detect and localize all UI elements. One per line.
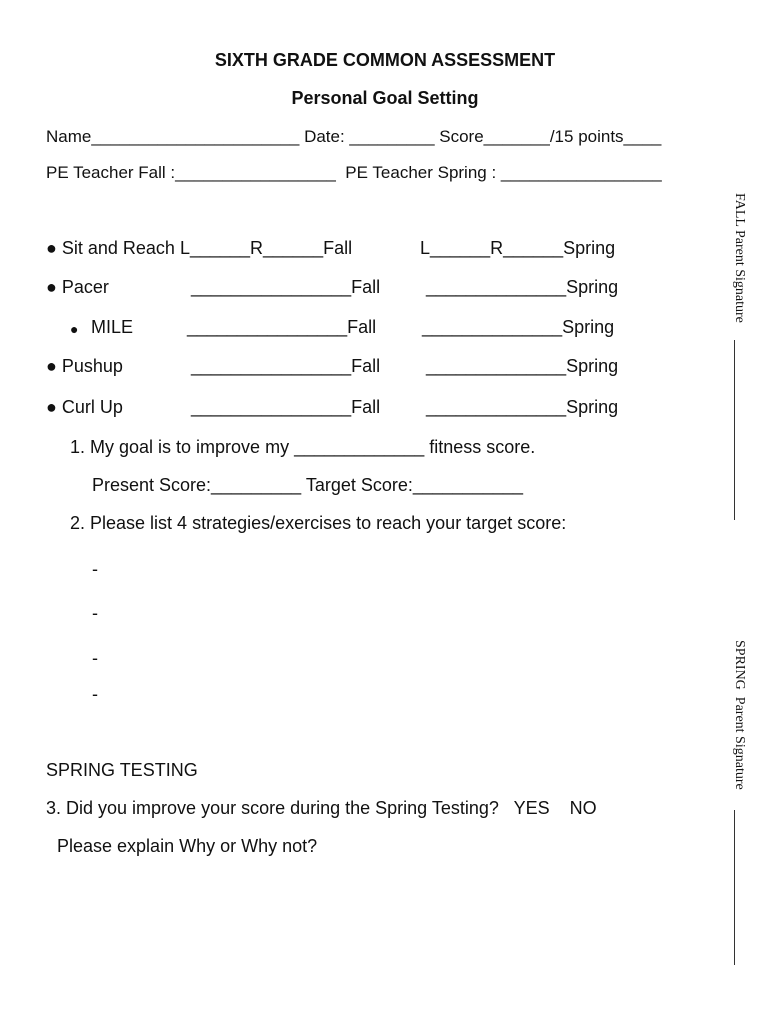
- name-date-score-line: Name______________________ Date: _________ Score_______/15 points____: [46, 127, 662, 146]
- curlup-spring: ______________Spring: [426, 397, 619, 417]
- pe-teacher-line: PE Teacher Fall :_________________ PE Teacher Spring : _________________: [46, 163, 662, 182]
- page-subtitle: Personal Goal Setting: [291, 88, 479, 108]
- present-target-score-line: Present Score:_________ Target Score:___________: [92, 475, 523, 495]
- curlup-fall: ________________Fall: [191, 397, 381, 417]
- curlup-label: ● Curl Up: [46, 397, 123, 417]
- spring-signature-line: [734, 810, 735, 965]
- pacer-fall: ________________Fall: [191, 277, 381, 297]
- pushup-fall: ________________Fall: [191, 356, 381, 376]
- strategy-dash-2: -: [92, 603, 98, 623]
- mile-spring: ______________Spring: [422, 317, 615, 337]
- mile-label: MILE: [91, 317, 134, 337]
- pushup-label: ● Pushup: [46, 356, 123, 376]
- mile-bullet: ●: [70, 321, 79, 337]
- strategy-dash-3: -: [92, 648, 98, 668]
- pushup-spring: ______________Spring: [426, 356, 619, 376]
- sit-reach-fall: ● Sit and Reach L______R______Fall: [46, 238, 353, 258]
- spring-parent-signature-label: SPRING Parent Signature: [732, 640, 747, 790]
- goal-question-2: 2. Please list 4 strategies/exercises to reach your target score:: [70, 513, 567, 533]
- page-title: SIXTH GRADE COMMON ASSESSMENT: [214, 50, 556, 70]
- strategy-dash-4: -: [92, 684, 98, 704]
- spring-testing-heading: SPRING TESTING: [46, 760, 198, 780]
- goal-question-1: 1. My goal is to improve my _____________ fitness score.: [70, 437, 536, 457]
- improvement-question-3: 3. Did you improve your score during the Spring Testing? YES NO: [46, 798, 597, 818]
- sit-reach-spring: L______R______Spring: [420, 238, 616, 258]
- pacer-label: ● Pacer: [46, 277, 109, 297]
- fall-parent-signature-label: FALL Parent Signature: [732, 193, 747, 323]
- mile-fall: ________________Fall: [187, 317, 377, 337]
- explain-prompt: Please explain Why or Why not?: [57, 836, 318, 856]
- fall-signature-line: [734, 340, 735, 520]
- strategy-dash-1: -: [92, 559, 98, 579]
- pacer-spring: ______________Spring: [426, 277, 619, 297]
